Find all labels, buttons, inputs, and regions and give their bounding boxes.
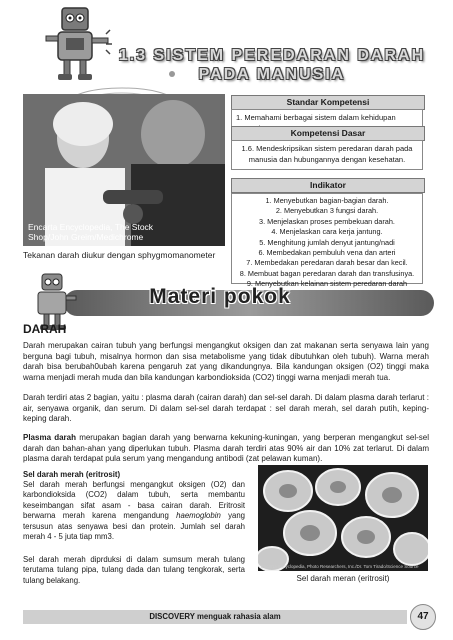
indikator-item: 6. Membedakan pembuluh vena dan arteri: [258, 248, 396, 258]
chapter-title-line1: 1.3 SISTEM PEREDARAN DARAH: [118, 47, 426, 64]
eritrosit-paragraph: [23, 480, 245, 542]
page-number: 47: [410, 604, 436, 630]
indikator-item: 8. Membuat bagan peredaran darah dan transfusinya.: [239, 268, 415, 278]
materi-pokok-title: Materi pokok: [149, 285, 291, 308]
indikator-item: 9. Menyebutkan kelainan sistem peredaran darah: [246, 279, 408, 289]
standar-kompetensi-heading: Standar Kompetensi: [231, 95, 425, 110]
rbc-photo-credit: Encarta Encyclopedia, Photo Researchers, Inc./Dr. Tom Tirado/Science Source: [261, 564, 419, 569]
rbc-illustration: [258, 465, 428, 571]
kompetensi-dasar-heading: Kompetensi Dasar: [231, 126, 425, 141]
eritrosit-text-2: yang tersusun atas senyawa besi dan protein. Jumlah sel darah merah 4 - 5 juta tiap mm3.: [23, 511, 245, 542]
haemoglobin-term: haemoglobin: [176, 511, 221, 521]
section-title: DARAH: [23, 322, 67, 336]
red-blood-cells-photo: [258, 465, 428, 571]
paragraph-plasma-darah: [23, 433, 429, 465]
chapter-title-line2: PADA MANUSIA: [198, 66, 346, 83]
footer-tagline: DISCOVERY menguak rahasia alam: [23, 610, 407, 624]
indikator-item: 4. Menjelaskan cara kerja jantung.: [271, 227, 383, 237]
indikator-heading: Indikator: [231, 178, 425, 193]
photo-credit-line2: Shop/John Greim/Medichrome: [28, 232, 144, 242]
photo-credit-line1: Encarta Encyclopedia, The Stock: [28, 222, 154, 232]
eritrosit-production: Sel darah merah diprduksi di dalam sumsum merah tulang terutama tulang pipa, tulang dada dan tulang tengkorak, serta tulang belakang.: [23, 555, 245, 585]
blood-pressure-photo: [23, 94, 225, 246]
photo-caption: Tekanan darah diukur dengan sphygmomanometer: [23, 250, 216, 260]
plasma-darah-term: Plasma darah: [23, 433, 76, 442]
chapter-title: [118, 46, 426, 86]
rbc-photo-caption: Sel darah meran (eritrosit): [296, 574, 390, 583]
indikator-item: 1. Menyebutkan bagian-bagian darah.: [265, 196, 389, 205]
indikator-item: 3. Menjelaskan proses pembekuan darah.: [259, 216, 395, 226]
indikator-item: 5. Menghitung jumlah denyut jantung/nadi: [259, 237, 395, 247]
indikator-list: [231, 193, 423, 289]
indikator-item: 2. Menyebutkan 3 fungsi darah.: [275, 206, 379, 216]
eritrosit-text-1: Sel darah merah berfungsi mengangkut oksigen (O2) dan karbondioksida (CO2) dalam tubuh, serta membantu keseimbangan sifat asam - basa cairan darah. Eritrosit berwarna merah karena mengandung: [23, 480, 245, 521]
paragraph-bagian-darah: Darah terdiri atas 2 bagian, yaitu : plasma darah (cairan darah) dan sel-sel darah. Di dalam plasma darah terlarut : air, senyawa organik, dan serum. Di dalam sel-sel darah terdapat : sel darah merah, sel darah putih, keping-keping darah.: [23, 393, 429, 424]
eritrosit-title: Sel darah merah (eritrosit): [23, 470, 121, 479]
standar-kompetensi-text: 1. Memahami berbagai sistem dalam kehidupan: [231, 109, 423, 127]
plasma-darah-text: merupakan bagian darah yang berwarna kekuning-kuningan, yang berperan mengangkut sel-sel darah dan bahan-ahan yang diperlukan tubuh. Plasma darah terdiri atas 90% air dan 10% zat terlarut. Di dalam plasma darah terdapat pula serum yang mengandung antibodi (zat pelawan kuman).: [23, 433, 429, 464]
photo-credit: [28, 222, 153, 242]
indikator-item: 7. Membedakan peredaran darah besar dan kecil.: [246, 258, 408, 268]
kompetensi-dasar-text: 1.6. Mendeskripsikan sistem peredaran darah pada manusia dan hubungannya dengan kesehatan.: [231, 140, 423, 170]
paragraph-darah: Darah merupakan cairan tubuh yang berfungsi mengangkut oksigen dan zat makanan serta senyawa lain yang berguna bagi tubuh, misalnya hormon dan sisa metabolisme yang tidak dibutuhkan oleh tubuh). Warna merah darah bisa berubah0ubah karena pengaruh zat yang dikandungnya. Bila kandungan oksigen (O2) tinggi maka warna menjadi merah muda dan bila kandungan karbondioksida (CO2) tinggi warna menjadi merah tua.: [23, 341, 429, 382]
